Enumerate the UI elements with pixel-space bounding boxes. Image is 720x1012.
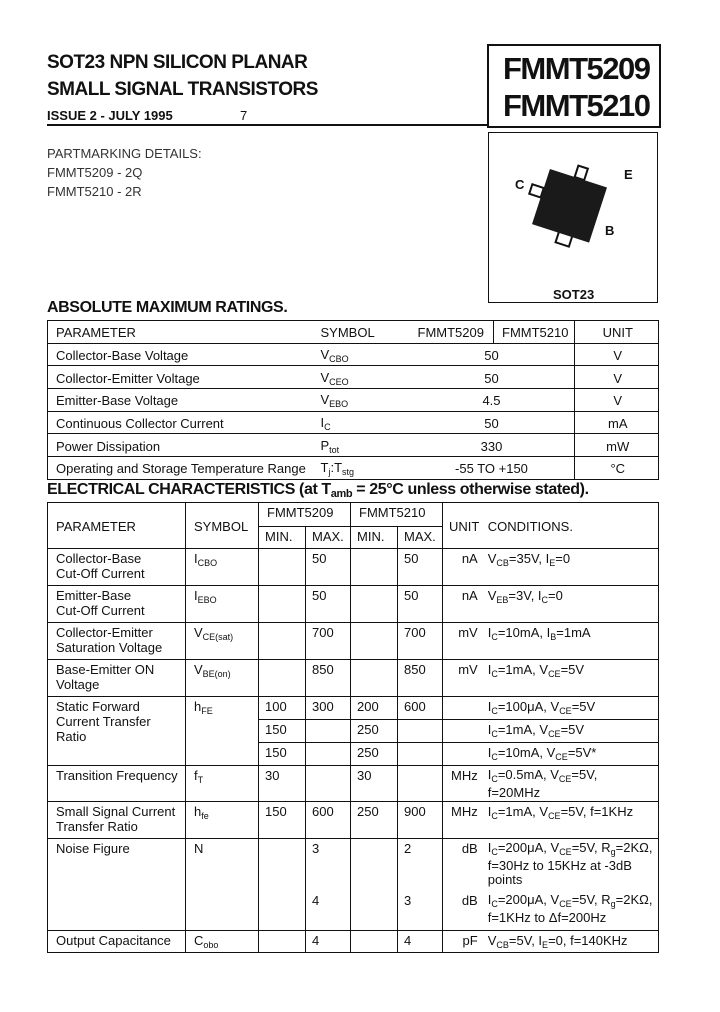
table-header-row <box>48 321 659 344</box>
max-cell: 700 <box>398 623 443 660</box>
col-unit: UNIT <box>575 321 659 344</box>
col-unit: UNIT <box>443 503 486 549</box>
partmarking-heading: PARTMARKING DETAILS: <box>47 146 202 161</box>
min-cell: 200 <box>351 697 398 720</box>
col-fmmt5210: FMMT5210 <box>351 503 443 527</box>
min-cell: 30 <box>351 766 398 802</box>
max-cell: 4 <box>306 931 351 953</box>
conditions-cell: $I_C=10mA$, $V_{CE}=5V*$ <box>486 743 659 766</box>
value-cell: 50 <box>407 366 575 389</box>
param-cell: Small Signal Current Transfer Ratio <box>48 802 186 839</box>
min-cell: 250 <box>351 743 398 766</box>
min-cell: 250 <box>351 802 398 839</box>
unit-cell: nA <box>443 586 486 623</box>
conditions-cell: $V_{CB}=5V$, $I_E=0$, f=140KHz <box>486 931 659 953</box>
unit-cell: MHz <box>443 766 486 802</box>
value-cell: 330 <box>407 434 575 457</box>
col-parameter: PARAMETER <box>48 503 186 549</box>
symbol-cell: $h_{FE}$ <box>186 697 259 766</box>
max-cell: 600 <box>306 802 351 839</box>
conditions-cell: $I_C=10mA$, $I_B=1mA$ <box>486 623 659 660</box>
table-row <box>48 660 659 697</box>
max-cell: 50 <box>398 549 443 586</box>
elec-heading: ELECTRICAL CHARACTERISTICS (at $T_{amb} = 25^\circ C$ unless otherwise stated). <box>47 481 589 500</box>
partmarking-line-1: FMMT5209 - 2Q <box>47 165 143 180</box>
table-row <box>48 434 659 457</box>
table-row <box>48 931 659 953</box>
max-cell: 850 <box>306 660 351 697</box>
conditions-cell: $I_C=1mA$, $V_{CE}=5V$, f=1KHz <box>486 802 659 839</box>
table-row <box>48 802 659 839</box>
symbol-cell: $P_{tot}$ <box>313 434 407 457</box>
value-cell: 50 <box>407 411 575 434</box>
max-cell: 50 <box>306 586 351 623</box>
table-row <box>48 549 659 586</box>
unit-cell: V <box>575 366 659 389</box>
param-cell: Power Dissipation <box>48 434 313 457</box>
param-cell: Collector-Emitter Voltage <box>48 366 313 389</box>
col-symbol: SYMBOL <box>186 503 259 549</box>
unit-cell: mA <box>575 411 659 434</box>
table-row <box>48 343 659 366</box>
symbol-cell: $I_{EBO}$ <box>186 586 259 623</box>
unit-cell: dB <box>443 839 486 891</box>
symbol-cell: $I_{CBO}$ <box>186 549 259 586</box>
col-conditions: CONDITIONS. <box>486 503 659 549</box>
min-cell: 150 <box>259 743 306 766</box>
symbol-cell: $h_{fe}$ <box>186 802 259 839</box>
unit-cell: mV <box>443 660 486 697</box>
table-row <box>48 457 659 480</box>
title-line-1: SOT23 NPN SILICON PLANAR <box>47 52 308 73</box>
pin-c-label: C <box>515 177 525 192</box>
table-row <box>48 839 659 891</box>
min-cell: 30 <box>259 766 306 802</box>
conditions-cell: $I_C=1mA$, $V_{CE}=5V$ <box>486 660 659 697</box>
conditions-cell: $I_C=200\mu A$, $V_{CE}=5V$, $R_g=2K\Omega$, f=30Hz to 15KHz at -3dB points <box>486 839 659 891</box>
unit-cell: mW <box>575 434 659 457</box>
symbol-cell: $f_T$ <box>186 766 259 802</box>
col-symbol: SYMBOL <box>313 321 407 344</box>
conditions-cell: $V_{CB}=35V$, $I_E=0$ <box>486 549 659 586</box>
table-row <box>48 389 659 412</box>
col-fmmt5210: FMMT5210 <box>494 321 575 344</box>
param-cell: Emitter-Base Cut-Off Current <box>48 586 186 623</box>
param-cell: Emitter-Base Voltage <box>48 389 313 412</box>
col-min-5209: MIN. <box>259 527 306 549</box>
param-cell: Output Capacitance <box>48 931 186 953</box>
issue-mark: 7 <box>240 108 248 123</box>
part-number-2: FMMT5210 <box>503 88 650 123</box>
param-cell: Static Forward Current Transfer Ratio <box>48 697 186 766</box>
package-name: SOT23 <box>553 287 595 302</box>
min-cell: 100 <box>259 697 306 720</box>
unit-cell: °C <box>575 457 659 480</box>
conditions-cell: $V_{EB}=3V$, $I_C=0$ <box>486 586 659 623</box>
col-min-5210: MIN. <box>351 527 398 549</box>
symbol-cell: $V_{EBO}$ <box>313 389 407 412</box>
max-cell: 700 <box>306 623 351 660</box>
symbol-cell: $V_{CEO}$ <box>313 366 407 389</box>
package-diagram <box>488 132 658 303</box>
symbol-cell: $I_C$ <box>313 411 407 434</box>
symbol-cell: $C_{obo}$ <box>186 931 259 953</box>
conditions-cell: $I_C=0.5mA$, $V_{CE}=5V$, f=20MHz <box>486 766 659 802</box>
param-cell: Operating and Storage Temperature Range <box>48 457 313 480</box>
max-cell: 300 <box>306 697 351 720</box>
unit-cell: pF <box>443 931 486 953</box>
symbol-cell: $V_{BE(on)}$ <box>186 660 259 697</box>
max-cell: 4 <box>306 891 351 931</box>
value-cell: 4.5 <box>407 389 575 412</box>
issue-date: ISSUE 2 - JULY 1995 <box>47 108 173 123</box>
conditions-cell: $I_C=100\mu A$, $V_{CE}=5V$ <box>486 697 659 720</box>
unit-cell: V <box>575 389 659 412</box>
max-cell: 3 <box>306 839 351 891</box>
unit-cell: nA <box>443 549 486 586</box>
symbol-cell: $V_{CBO}$ <box>313 343 407 366</box>
param-cell: Collector-Base Cut-Off Current <box>48 549 186 586</box>
table-row <box>48 623 659 660</box>
max-cell: 50 <box>398 586 443 623</box>
param-cell: Collector-Emitter Saturation Voltage <box>48 623 186 660</box>
param-cell: Collector-Base Voltage <box>48 343 313 366</box>
conditions-cell: $I_C=200\mu A$, $V_{CE}=5V$, $R_g=2K\Omega$, f=1KHz to Δf=200Hz <box>486 891 659 931</box>
table-row <box>48 766 659 802</box>
max-cell: 3 <box>398 891 443 931</box>
pin-e-label: E <box>624 167 633 182</box>
header-rule <box>47 124 487 126</box>
sot23-package-icon <box>489 133 657 301</box>
value-cell: 50 <box>407 343 575 366</box>
conditions-cell: $I_C=1mA$, $V_{CE}=5V$ <box>486 720 659 743</box>
electrical-characteristics-table <box>47 502 659 953</box>
max-cell: 50 <box>306 549 351 586</box>
unit-cell: dB <box>443 891 486 931</box>
param-cell: Noise Figure <box>48 839 186 931</box>
min-cell: 150 <box>259 720 306 743</box>
abs-max-table <box>47 320 659 480</box>
abs-max-heading: ABSOLUTE MAXIMUM RATINGS. <box>47 299 288 316</box>
min-cell: 150 <box>259 802 306 839</box>
col-fmmt5209: FMMT5209 <box>407 321 494 344</box>
unit-cell: MHz <box>443 802 486 839</box>
symbol-cell: N <box>186 839 259 931</box>
max-cell: 600 <box>398 697 443 720</box>
table-row <box>48 366 659 389</box>
col-parameter: PARAMETER <box>48 321 313 344</box>
max-cell: 4 <box>398 931 443 953</box>
part-number-box <box>487 44 661 128</box>
partmarking-line-2: FMMT5210 - 2R <box>47 184 142 199</box>
table-row <box>48 411 659 434</box>
symbol-cell: $T_j:T_{stg}$ <box>313 457 407 480</box>
title-line-2: SMALL SIGNAL TRANSISTORS <box>47 79 318 100</box>
max-cell: 2 <box>398 839 443 891</box>
max-cell: 900 <box>398 802 443 839</box>
col-max-5209: MAX. <box>306 527 351 549</box>
col-fmmt5209: FMMT5209 <box>259 503 351 527</box>
param-cell: Transition Frequency <box>48 766 186 802</box>
value-cell: -55 TO +150 <box>407 457 575 480</box>
part-number-1: FMMT5209 <box>503 51 650 86</box>
table-row <box>48 586 659 623</box>
max-cell: 850 <box>398 660 443 697</box>
table-header-row <box>48 503 659 527</box>
unit-cell: V <box>575 343 659 366</box>
pin-b-label: B <box>605 223 615 238</box>
param-cell: Base-Emitter ON Voltage <box>48 660 186 697</box>
param-cell: Continuous Collector Current <box>48 411 313 434</box>
min-cell: 250 <box>351 720 398 743</box>
unit-cell: mV <box>443 623 486 660</box>
symbol-cell: $V_{CE(sat)}$ <box>186 623 259 660</box>
col-max-5210: MAX. <box>398 527 443 549</box>
table-row <box>48 697 659 720</box>
